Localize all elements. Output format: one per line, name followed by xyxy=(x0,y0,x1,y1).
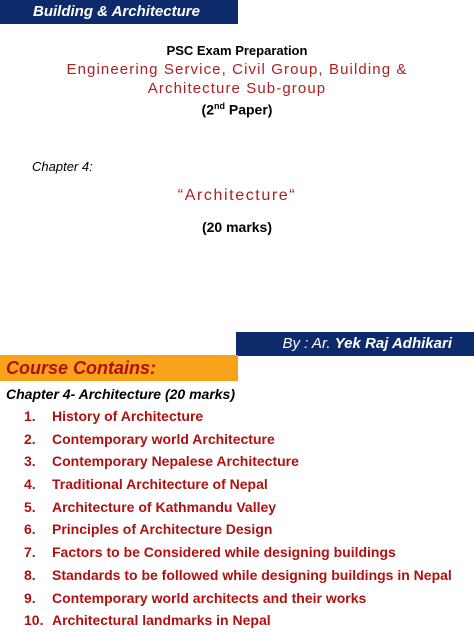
architecture-title: “Architecture“ xyxy=(177,187,297,204)
list-number: 7. xyxy=(24,544,36,561)
list-text: Architecture of Kathmandu Valley xyxy=(52,498,277,515)
list-number: 8. xyxy=(24,566,36,583)
list-number: 5. xyxy=(24,498,36,515)
list-text: Standards to be followed while designing buildings in Nepal xyxy=(52,566,452,583)
paper-label xyxy=(0,101,474,118)
list-number: 3. xyxy=(24,453,36,470)
header-banner: Building & Architecture xyxy=(0,0,238,24)
list-text: Factors to be Considered while designing buildings xyxy=(52,544,396,561)
list-number: 2. xyxy=(24,430,36,447)
list-number: 1. xyxy=(24,408,36,424)
list-text: Traditional Architecture of Nepal xyxy=(52,476,268,493)
list-text: Architectural landmarks in Nepal xyxy=(52,612,271,629)
list-text: Principles of Architecture Design xyxy=(52,521,273,538)
byline-bar xyxy=(236,332,474,356)
engineering-service-line xyxy=(0,60,474,98)
list-number: 4. xyxy=(24,476,36,493)
list-item xyxy=(0,496,474,519)
byline-author: Yek Raj Adhikari xyxy=(334,335,452,352)
list-item xyxy=(0,473,474,496)
course-slide xyxy=(0,355,474,632)
paper-open: (2 xyxy=(201,101,214,118)
paper-superscript: nd xyxy=(213,101,225,111)
topic-list xyxy=(0,405,474,632)
chapter-sub-heading: Chapter 4- Architecture (20 marks) xyxy=(6,386,236,402)
list-text: Contemporary world Architecture xyxy=(52,430,275,447)
list-text: Contemporary world architects and their works xyxy=(52,589,367,606)
list-number: 6. xyxy=(24,521,36,538)
list-item xyxy=(0,541,474,564)
list-item xyxy=(0,428,474,451)
engineering-line-1: Engineering Service, Civil Group, Building & xyxy=(66,61,408,78)
course-contains-banner: Course Contains: xyxy=(0,355,238,381)
paper-close: Paper) xyxy=(224,101,273,118)
marks-label: (20 marks) xyxy=(201,219,273,235)
list-text: Contemporary Nepalese Architecture xyxy=(52,453,299,470)
list-number: 9. xyxy=(24,589,36,606)
list-item xyxy=(0,564,474,587)
engineering-line-2: Architecture Sub-group xyxy=(147,80,327,97)
list-text: History of Architecture xyxy=(52,408,204,424)
list-item xyxy=(0,405,474,428)
psc-line: PSC Exam Preparation xyxy=(166,43,308,58)
list-item xyxy=(0,450,474,473)
list-number: 10. xyxy=(24,612,44,629)
list-item xyxy=(0,518,474,541)
byline-prefix: By : Ar. xyxy=(282,335,331,352)
list-item xyxy=(0,609,474,632)
list-item xyxy=(0,587,474,610)
chapter-label: Chapter 4: xyxy=(32,159,93,174)
